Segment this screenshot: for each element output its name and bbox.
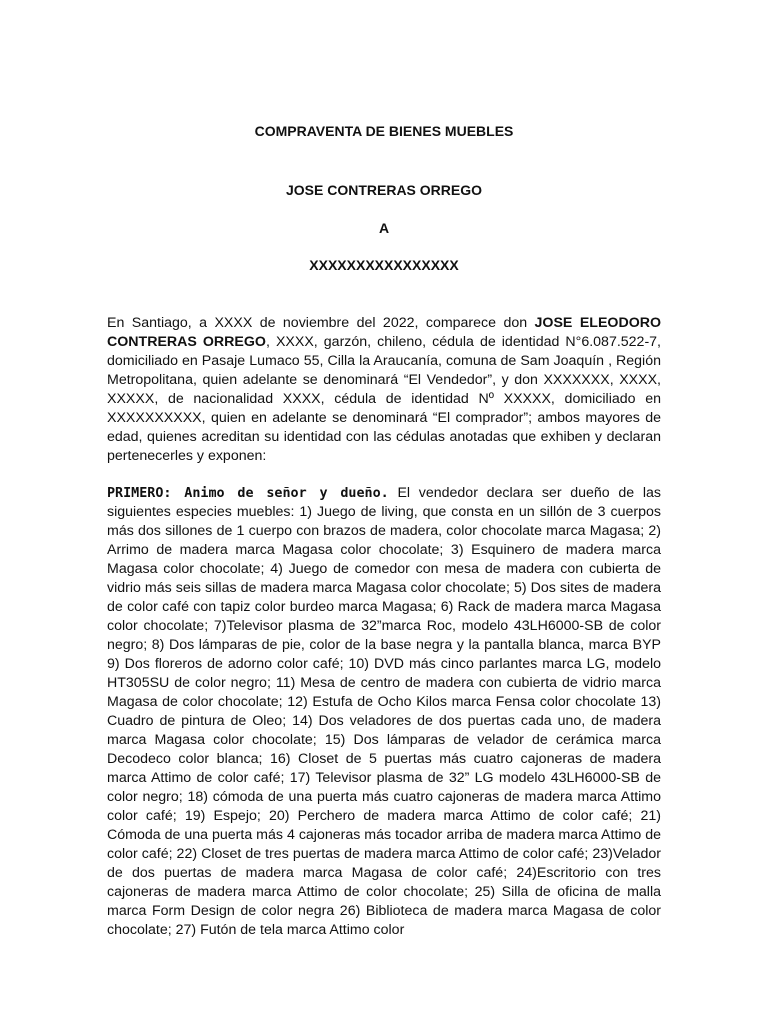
clause-primero-text: El vendedor declara ser dueño de las siguientes especies muebles: 1) Juego de living, que consta en un sillón de 3 cuerpos más dos sillones de 1 cuerpo con brazos de madera, color chocolate marca Magasa; 2) Arrimo de madera marca Magasa color chocolate; 3) Esquinero de madera marca Magasa color chocolate; 4) Juego de comedor con mesa de madera con cubierta de vidrio más seis sillas de madera marca Magasa color chocolate; 5) Dos sites de madera de color café con tapiz color burdeo marca Magasa; 6) Rack de madera marca Magasa color chocolate; 7)Televisor plasma de 32”marca Roc, modelo 43LH6000-SB de color negro; 8) Dos lámparas de pie, color de la base negra y la pantalla blanca, marca BYP 9) Dos floreros de adorno color café; 10) DVD más cinco parlantes marca LG, modelo HT305SU de color negro; 11) Mesa de centro de madera con cubierta de vidrio marca Magasa de color chocolate; 12) Estufa de Ocho Kilos marca Fensa color chocolate 13) Cuadro de pintura de Oleo; 14) Dos veladores de dos puertas cada uno, de madera marca Magasa color chocolate; 15) Dos lámparas de velador de cerámica marca Decodeco color blanca; 16) Closet de 5 puertas más cuatro cajoneras de madera marca Attimo de color café; 17) Televisor plasma de 32” LG modelo 43LH6000-SB de color negro; 18) cómoda de una puerta más cuatro cajoneras de madera marca Attimo color café; 19) Espejo; 20) Perchero de madera marca Attimo de color café; 21) Cómoda de una puerta más 4 cajoneras más tocador arriba de madera marca Attimo de color café; 22) Closet de tres puertas de madera marca Attimo de color café; 23)Velador de dos puertas de madera marca Magasa de color café; 24)Escritorio con tres cajoneras de madera marca Attimo de color chocolate; 25) Silla de oficina de malla marca Form Design de color negra 26) Biblioteca de madera marca Magasa de color chocolate; 27) Futón de tela marca Attimo color: [107, 485, 661, 938]
seller-party-heading: JOSE CONTRERAS ORREGO: [285, 182, 483, 198]
clause-primero-paragraph: [107, 484, 661, 940]
buyer-party-heading: XXXXXXXXXXXXXXXX: [309, 257, 459, 273]
intro-rest: , XXXX, garzón, chileno, cédula de identidad N°6.087.522-7, domiciliado en Pasaje Lumaco 55, Cilla la Araucanía, comuna de Sam Joaquín , Región Metropolitana, quien adelante se denominará “El Vendedor”, y don XXXXXXX, XXXX, XXXXX, de nacionalidad XXXX, cédula de identidad Nº XXXXX, domiciliado en XXXXXXXXXX, quien en adelante se denominará “El comprador”; ambos mayores de edad, quienes acreditan su identidad con las cédulas anotadas que exhiben y declaran pertenecerles y exponen:: [107, 334, 661, 464]
clause-primero-heading: PRIMERO: Animo de señor y dueño.: [107, 486, 389, 501]
connector-heading: A: [378, 220, 390, 236]
document-title: COMPRAVENTA DE BIENES MUEBLES: [254, 123, 514, 139]
seller-full-name: JOSE ELEODORO CONTRERAS ORREGO: [107, 315, 662, 350]
intro-lead: En Santiago, a XXXX de noviembre del 2022, comparece don: [107, 315, 535, 331]
intro-paragraph: [107, 314, 661, 466]
